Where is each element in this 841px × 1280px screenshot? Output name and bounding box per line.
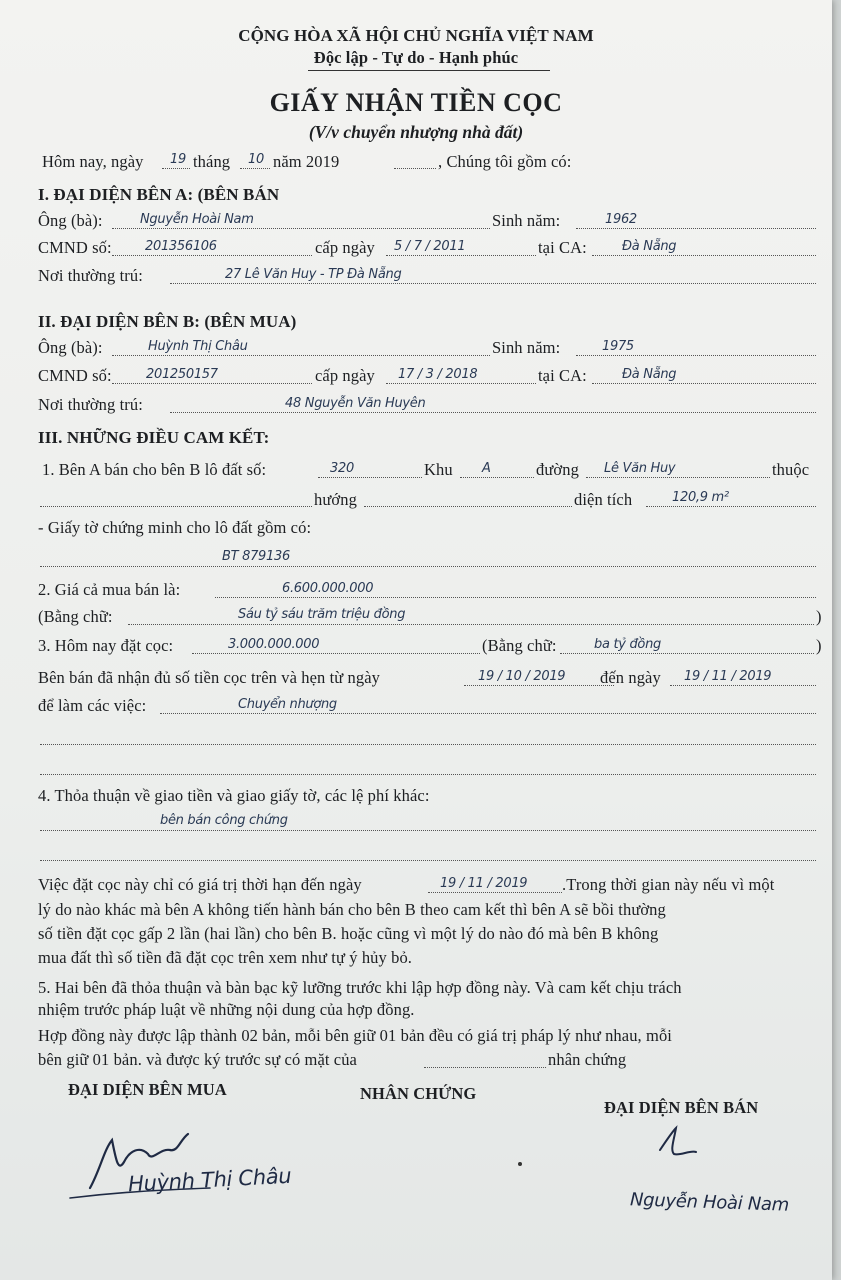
document-title: GIẤY NHẬN TIỀN CỌC <box>269 88 563 117</box>
party-b-id-label: CMND số: <box>38 366 112 385</box>
dotted-line <box>192 653 480 654</box>
seller-sign-label: ĐẠI DIỆN BÊN BÁN <box>604 1098 759 1117</box>
price-words: Sáu tỷ sáu trăm triệu đồng <box>238 607 406 622</box>
validity-line1-suffix: .Trong thời gian này nếu vì một <box>562 875 775 894</box>
party-b-name-label: Ông (bà): <box>38 338 103 357</box>
deposit-value: 3.000.000.000 <box>228 637 320 652</box>
price-label: 2. Giá cả mua bán là: <box>38 580 181 599</box>
party-a-name-label: Ông (bà): <box>38 211 103 230</box>
party-a-issue-date: 5 / 7 / 2011 <box>394 239 466 254</box>
dotted-line <box>215 597 816 598</box>
dotted-line <box>670 685 816 686</box>
zone-value: A <box>482 461 491 476</box>
party-b-birth-label: Sinh năm: <box>492 338 561 357</box>
dotted-line <box>112 355 490 356</box>
date-year-label: năm 2019 <box>273 152 340 171</box>
dotted-line <box>318 477 422 478</box>
party-a-id: 201356106 <box>145 239 217 254</box>
country-heading: CỘNG HÒA XÃ HỘI CHỦ NGHĨA VIỆT NAM <box>238 26 594 45</box>
party-b-issue-date: 17 / 3 / 2018 <box>398 367 478 382</box>
date-month-label: tháng <box>193 152 231 171</box>
party-b-issue-label: cấp ngày <box>315 366 375 385</box>
dotted-line <box>40 830 816 831</box>
dotted-line <box>576 228 816 229</box>
party-b-birth: 1975 <box>602 339 634 354</box>
party-b-address: 48 Nguyễn Văn Huyên <box>285 396 426 411</box>
dotted-line <box>386 383 536 384</box>
dotted-line <box>424 1067 546 1068</box>
dotted-line <box>160 713 816 714</box>
copies-line2-suffix: nhân chứng <box>548 1050 627 1069</box>
dotted-line <box>576 355 816 356</box>
price-words-close: ) <box>816 607 822 626</box>
dotted-line <box>646 506 816 507</box>
party-a-place: Đà Nẵng <box>622 239 677 254</box>
party-b-id: 201250157 <box>146 367 218 382</box>
party-a-address-label: Nơi thường trú: <box>38 266 143 285</box>
dotted-line <box>394 168 436 169</box>
buyer-signature <box>60 1110 320 1210</box>
item5-line2: nhiệm trước pháp luật về những nội dung của hợp đồng. <box>38 1000 415 1019</box>
received-label: Bên bán đã nhận đủ số tiền cọc trên và hẹn từ ngày <box>38 668 381 687</box>
seller-name-handwritten: Nguyễn Hoài Nam <box>629 1189 790 1216</box>
item5-line1: 5. Hai bên đã thỏa thuận và bàn bạc kỹ lưỡng trước khi lập hợp đồng này. Và cam kết chịu trách <box>38 978 682 997</box>
validity-date: 19 / 11 / 2019 <box>440 876 528 891</box>
party-a-name: Nguyễn Hoài Nam <box>140 212 254 227</box>
dotted-line <box>112 228 490 229</box>
deposit-label: 3. Hôm nay đặt cọc: <box>38 636 174 655</box>
price-words-label: (Bằng chữ: <box>38 607 113 626</box>
validity-line3: số tiền đặt cọc gấp 2 lần (hai lần) cho bên B. hoặc cũng vì một lý do nào đó mà bên B không <box>38 924 659 943</box>
validity-line4: mua đất thì số tiền đã đặt cọc trên xem như tự ý hủy bỏ. <box>38 948 413 967</box>
from-date: 19 / 10 / 2019 <box>478 669 566 684</box>
validity-line2: lý do nào khác mà bên A không tiến hành bán cho bên B theo cam kết thì bên A sẽ bồi thường <box>38 900 666 919</box>
tasks-label: để làm các việc: <box>38 696 147 715</box>
dotted-line <box>40 566 816 567</box>
date-line-suffix: , Chúng tôi gồm có: <box>438 152 572 171</box>
to-date: 19 / 11 / 2019 <box>684 669 772 684</box>
dotted-line <box>364 506 572 507</box>
dotted-line <box>40 506 312 507</box>
item1-label: 1. Bên A bán cho bên B lô đất số: <box>42 460 267 479</box>
party-a-birth-label: Sinh năm: <box>492 211 561 230</box>
area-label: diện tích <box>574 490 633 509</box>
copies-line1: Hợp đồng này được lập thành 02 bản, mỗi bên giữ 01 bản đều có giá trị pháp lý như nhau, mỗi <box>38 1026 672 1045</box>
lot-number: 320 <box>330 461 354 476</box>
deposit-words-close: ) <box>816 636 822 655</box>
deposit-words-label: (Bằng chữ: <box>482 636 557 655</box>
price-value: 6.600.000.000 <box>282 581 374 596</box>
copies-line2-prefix: bên giữ 01 bản. và được ký trước sự có mặt của <box>38 1050 357 1069</box>
party-b-name: Huỳnh Thị Châu <box>148 339 248 354</box>
area-value: 120,9 m² <box>672 490 729 505</box>
dotted-line <box>40 744 816 745</box>
dotted-line <box>592 255 816 256</box>
party-a-id-label: CMND số: <box>38 238 112 257</box>
motto: Độc lập - Tự do - Hạnh phúc <box>313 48 519 67</box>
docs-value: BT 879136 <box>222 549 290 564</box>
street-value: Lê Văn Huy <box>604 461 676 476</box>
dotted-line <box>170 283 816 284</box>
item4-value: bên bán công chứng <box>160 813 288 828</box>
dotted-line <box>386 255 536 256</box>
to-label: đến ngày <box>600 668 661 687</box>
zone-label: Khu <box>424 460 453 479</box>
commitments-heading: III. NHỮNG ĐIỀU CAM KẾT: <box>38 428 270 447</box>
dotted-line <box>40 774 816 775</box>
dotted-line <box>128 624 814 625</box>
date-month: 10 <box>248 152 264 167</box>
witness-sign-label: NHÂN CHỨNG <box>360 1084 477 1103</box>
party-a-heading: I. ĐẠI DIỆN BÊN A: (BÊN BÁN <box>38 185 280 204</box>
tasks-value: Chuyển nhượng <box>238 697 337 712</box>
date-day: 19 <box>170 152 186 167</box>
validity-prefix: Việc đặt cọc này chỉ có giá trị thời hạn đến ngày <box>38 875 362 894</box>
party-a-issue-label: cấp ngày <box>315 238 375 257</box>
item4-label: 4. Thỏa thuận về giao tiền và giao giấy tờ, các lệ phí khác: <box>38 786 430 805</box>
party-a-birth: 1962 <box>605 212 637 227</box>
dotted-line <box>40 860 816 861</box>
dotted-line <box>170 412 816 413</box>
seller-signature <box>640 1120 720 1170</box>
party-b-place-label: tại CA: <box>538 366 587 385</box>
buyer-sign-label: ĐẠI DIỆN BÊN MUA <box>68 1080 227 1099</box>
belongs-label: thuộc <box>772 460 810 479</box>
party-a-place-label: tại CA: <box>538 238 587 257</box>
party-a-address: 27 Lê Văn Huy - TP Đà Nẵng <box>225 267 402 282</box>
motto-underline <box>308 70 550 71</box>
party-b-address-label: Nơi thường trú: <box>38 395 143 414</box>
docs-label: - Giấy tờ chứng minh cho lô đất gồm có: <box>38 518 312 537</box>
dotted-line <box>162 168 190 169</box>
party-b-heading: II. ĐẠI DIỆN BÊN B: (BÊN MUA) <box>38 312 297 331</box>
dotted-line <box>240 168 270 169</box>
dotted-line <box>112 255 312 256</box>
deposit-words: ba tỷ đồng <box>594 637 661 652</box>
dotted-line <box>464 685 614 686</box>
dotted-line <box>586 477 770 478</box>
street-label: đường <box>536 460 579 479</box>
dotted-line <box>592 383 816 384</box>
dotted-line <box>112 383 312 384</box>
dotted-line <box>460 477 534 478</box>
party-b-place: Đà Nẵng <box>622 367 677 382</box>
witness-mark <box>518 1162 522 1166</box>
date-line-prefix: Hôm nay, ngày <box>42 152 144 171</box>
dotted-line <box>560 653 814 654</box>
document-subtitle: (V/v chuyển nhượng nhà đất) <box>308 122 524 142</box>
dotted-line <box>428 892 562 893</box>
direction-label: hướng <box>314 490 357 509</box>
buyer-name-handwritten: Huỳnh Thị Châu <box>127 1163 292 1197</box>
